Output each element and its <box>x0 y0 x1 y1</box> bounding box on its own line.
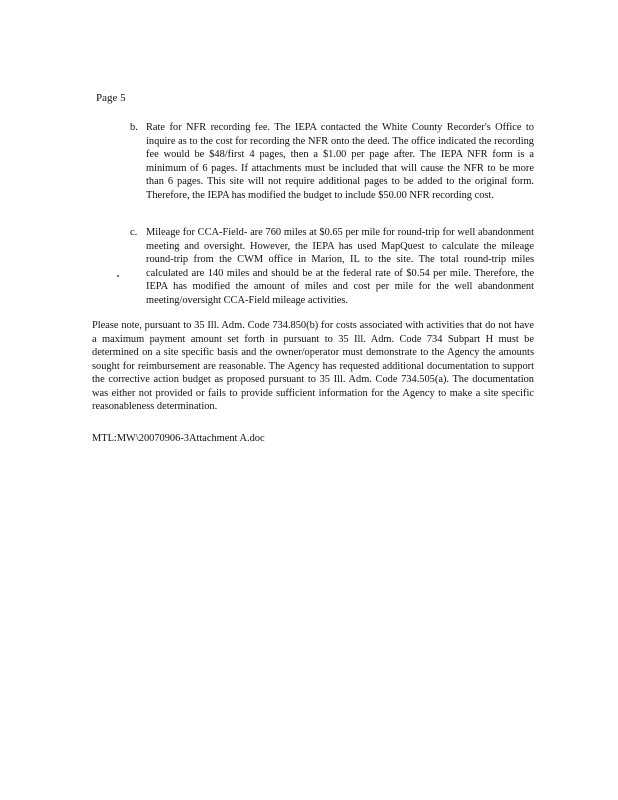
list-item-letter: b. <box>130 122 138 133</box>
file-reference: MTL:MW\20070906-3Attachment A.doc <box>92 433 265 444</box>
note-paragraph: Please note, pursuant to 35 Ill. Adm. Code 734.850(b) for costs associated with activities that do not have a maximum payment amount set forth in pursuant to 35 Ill. Adm. Code 734 Subpart H must be determined on a site specific basis and the owner/operator must demonstrate to the Agency the amounts sought for reimbursement are reasonable. The Agency has requested additional documentation to support the corrective action budget as proposed pursuant to 35 Ill. Adm. Code 734.505(a). The documentation was either not provided or fails to provide sufficient information for the Agency to make a site specific reasonableness determination. <box>92 320 534 412</box>
list-item-c <box>130 226 534 307</box>
page-number: Page 5 <box>96 92 126 104</box>
list-item-text: Mileage for CCA-Field- are 760 miles at $0.65 per mile for round-trip for well abandonment meeting and oversight. However, the IEPA has used MapQuest to calculate the mileage round-trip from the CWM office in Marion, IL to the site. The total round-trip miles calculated are 140 miles and should be at the federal rate of $0.54 per mile. Therefore, the IEPA has modified the amount of miles and cost per mile for the well abandonment meeting/oversight CCA-Field mileage activities. <box>146 227 534 306</box>
list-item-text: Rate for NFR recording fee. The IEPA contacted the White County Recorder's Office to inquire as to the cost for recording the NFR onto the deed. The office indicated the recording fee would be $48/first 4 pages, then a $1.00 per page after. The IEPA NFR form is a minimum of 6 pages. If attachments must be included that will cause the NFR to be more than 6 pages. This site will not require additional pages to be added to the original form. Therefore, the IEPA has modified the budget to include $50.00 NFR recording cost. <box>146 122 534 201</box>
scan-speck <box>117 275 119 277</box>
list-item-letter: c. <box>130 227 138 238</box>
list-item-b <box>130 121 534 202</box>
